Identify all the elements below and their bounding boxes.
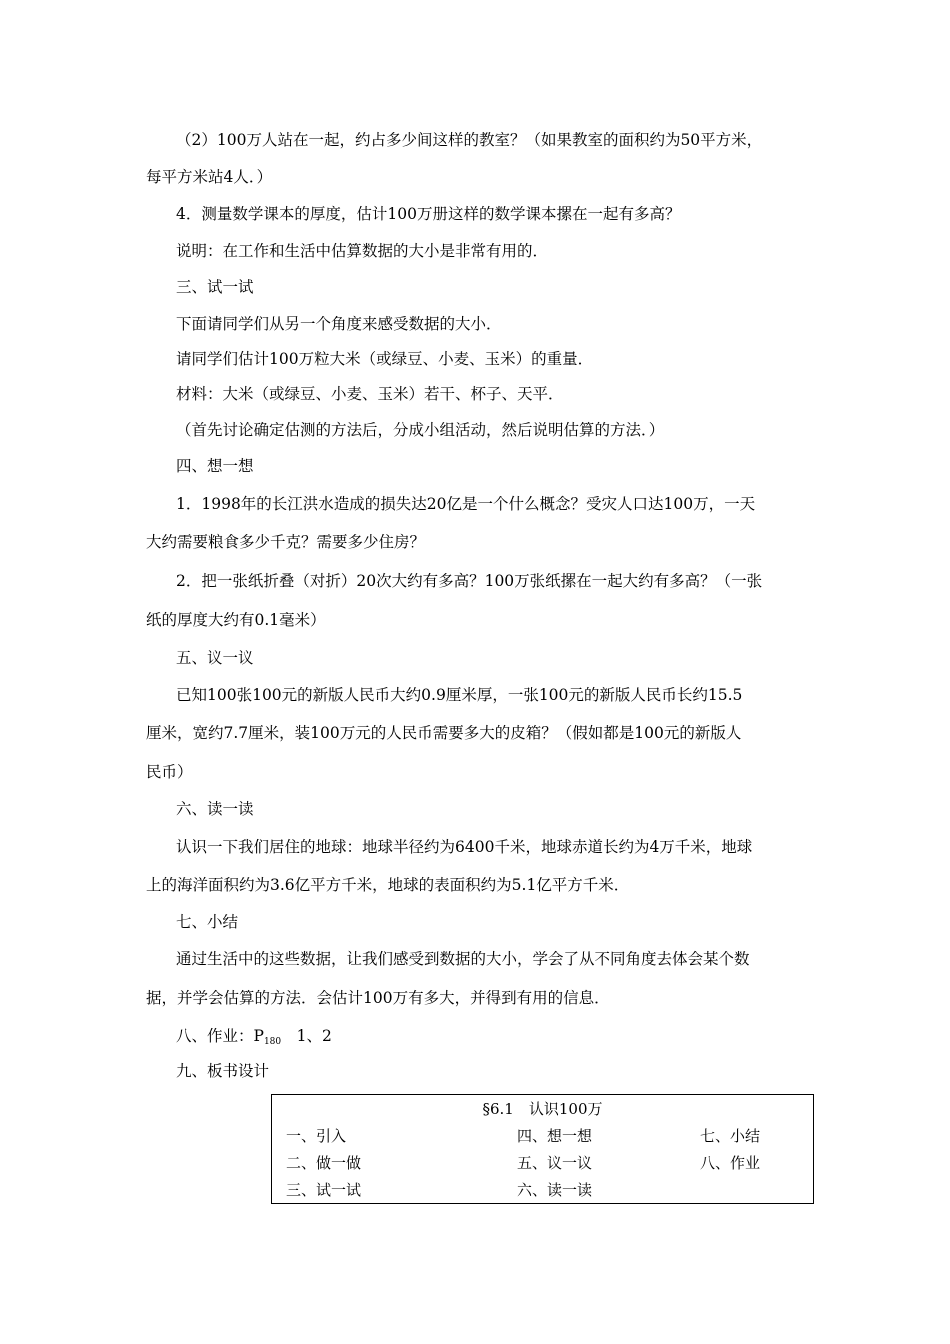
paragraph: 说明：在工作和生活中估算数据的大小是非常有用的． [176,242,549,260]
section-heading: 七、小结 [176,913,239,931]
homework-items: 1、2 [281,1027,332,1045]
board-item: 五、议一议 [517,1154,593,1172]
paragraph: 请同学们估计100万粒大米（或绿豆、小麦、玉米）的重量． [176,350,594,368]
paragraph: 通过生活中的这些数据，让我们感受到数据的大小，学会了从不同角度去体会某个数 [176,950,750,968]
paragraph: 大约需要粮食多少千克？需要多少住房？ [146,533,426,551]
board-item: 七、小结 [700,1127,761,1145]
blackboard-design-table [271,1094,814,1204]
homework-page-subscript: 180 [263,1037,282,1047]
paragraph: 纸的厚度大约有0.1毫米） [146,611,326,629]
board-title: §6.1 认识100万 [482,1100,603,1118]
homework-label: 八、作业：P [176,1027,264,1045]
paragraph: （首先讨论确定估测的方法后，分成小组活动，然后说明估算的方法．） [176,421,665,439]
paragraph: 据，并学会估算的方法．会估计100万有多大，并得到有用的信息． [146,989,610,1007]
paragraph: 已知100张100元的新版人民币大约0.9厘米厚，一张100元的新版人民币长约15.5 [176,686,743,704]
section-heading: 四、想一想 [176,457,254,475]
paragraph: 1．1998年的长江洪水造成的损失达20亿是一个什么概念？受灾人口达100万，一天 [176,495,756,513]
paragraph: 2．把一张纸折叠（对折）20次大约有多高？100万张纸摞在一起大约有多高？（一张 [176,572,763,590]
section-heading: 六、读一读 [176,800,254,818]
section-heading: 三、试一试 [176,278,254,296]
board-item: 一、引入 [286,1127,347,1145]
paragraph: 上的海洋面积约为3.6亿平方千米，地球的表面积约为5.1亿平方千米． [146,876,630,894]
section-heading: 九、板书设计 [176,1062,270,1080]
board-item: 三、试一试 [286,1181,362,1199]
paragraph: 每平方米站4人．） [146,168,273,186]
paragraph: 厘米，宽约7.7厘米，装100万元的人民币需要多大的皮箱？（假如都是100元的新版人 [146,724,742,742]
paragraph: 4．测量数学课本的厚度，估计100万册这样的数学课本摞在一起有多高？ [176,205,681,223]
board-item: 二、做一做 [286,1154,362,1172]
board-item: 八、作业 [700,1154,761,1172]
paragraph: （2）100万人站在一起，约占多少间这样的教室？（如果教室的面积约为50平方米， [176,131,763,149]
board-item: 六、读一读 [517,1181,593,1199]
paragraph: 下面请同学们从另一个角度来感受数据的大小． [176,315,502,333]
paragraph: 材料：大米（或绿豆、小麦、玉米）若干、杯子、天平． [176,385,564,403]
section-heading: 五、议一议 [176,649,254,667]
board-item: 四、想一想 [517,1127,593,1145]
paragraph: 民币） [146,763,193,781]
homework-line [176,1026,816,1052]
paragraph: 认识一下我们居住的地球：地球半径约为6400千米，地球赤道长约为4万千米，地球 [176,838,753,856]
